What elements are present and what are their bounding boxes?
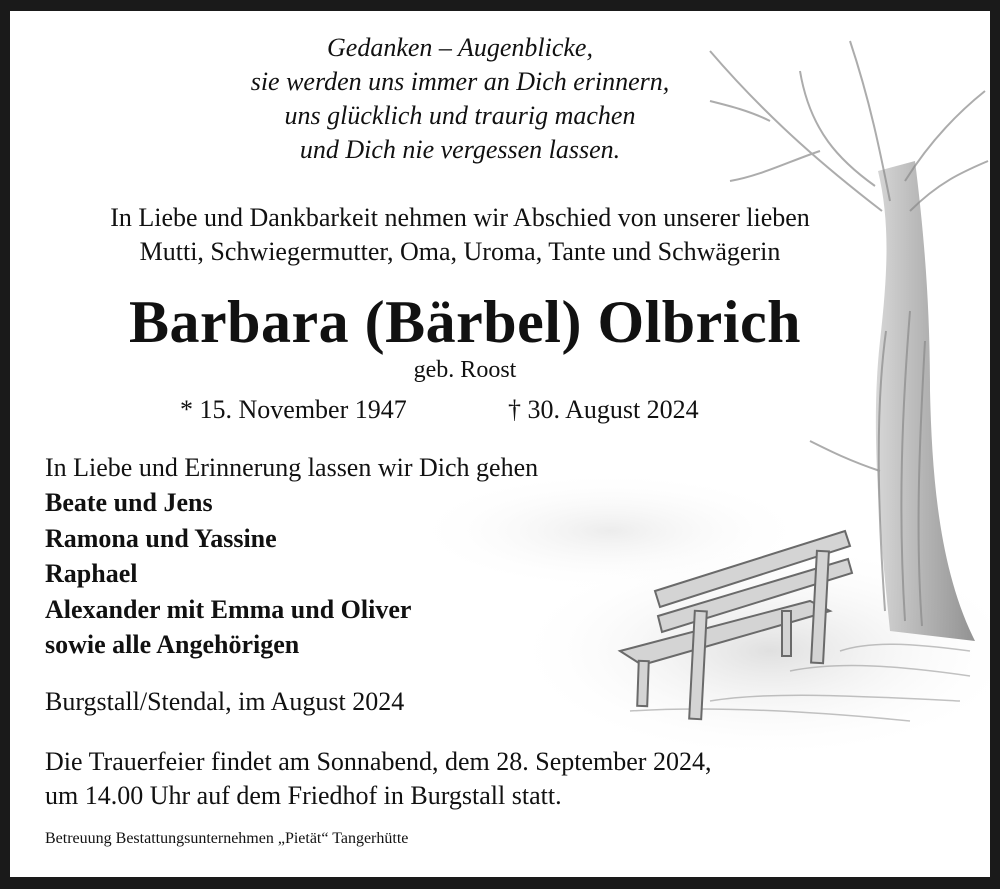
intro-line: Mutti, Schwiegermutter, Oma, Uroma, Tante und Schwägerin: [139, 237, 781, 266]
mourner-entry: Alexander mit Emma und Oliver: [45, 594, 412, 624]
poem-line: und Dich nie vergessen lassen.: [299, 135, 621, 164]
maiden-name: geb. Roost: [413, 357, 517, 383]
intro-line: In Liebe und Dankbarkeit nehmen wir Abschied von unserer lieben: [110, 203, 810, 232]
life-dates: [180, 393, 699, 427]
death-date: † 30. August 2024: [508, 395, 699, 424]
deceased-name: Barbara (Bärbel) Olbrich: [129, 289, 801, 355]
funeral-line: um 14.00 Uhr auf dem Friedhof in Burgstall statt.: [45, 781, 562, 810]
funeral-line: Die Trauerfeier findet am Sonnabend, dem 28. September 2024,: [45, 747, 712, 776]
funeral-notice: [45, 745, 711, 813]
mourner-entry: Raphael: [45, 559, 138, 588]
mourner-entry: Beate und Jens: [45, 488, 213, 517]
mourner-entry: sowie alle Angehörigen: [45, 630, 300, 659]
obituary-card: [10, 11, 990, 877]
poem-line: Gedanken – Augenblicke,: [327, 33, 593, 62]
place-and-date: Burgstall/Stendal, im August 2024: [45, 687, 405, 716]
mourners-list: [45, 485, 411, 663]
poem-line: uns glücklich und traurig machen: [284, 101, 636, 130]
farewell-introduction: [10, 201, 910, 269]
poem-line: sie werden uns immer an Dich erinnern,: [250, 67, 670, 96]
undertaker-credit: Betreuung Bestattungsunternehmen „Pietät“ Tangerhütte: [45, 830, 409, 847]
birth-date: * 15. November 1947: [180, 395, 407, 424]
memorial-poem: [100, 31, 820, 167]
farewell-line: In Liebe und Erinnerung lassen wir Dich gehen: [45, 453, 539, 482]
mourner-entry: Ramona und Yassine: [45, 523, 277, 553]
